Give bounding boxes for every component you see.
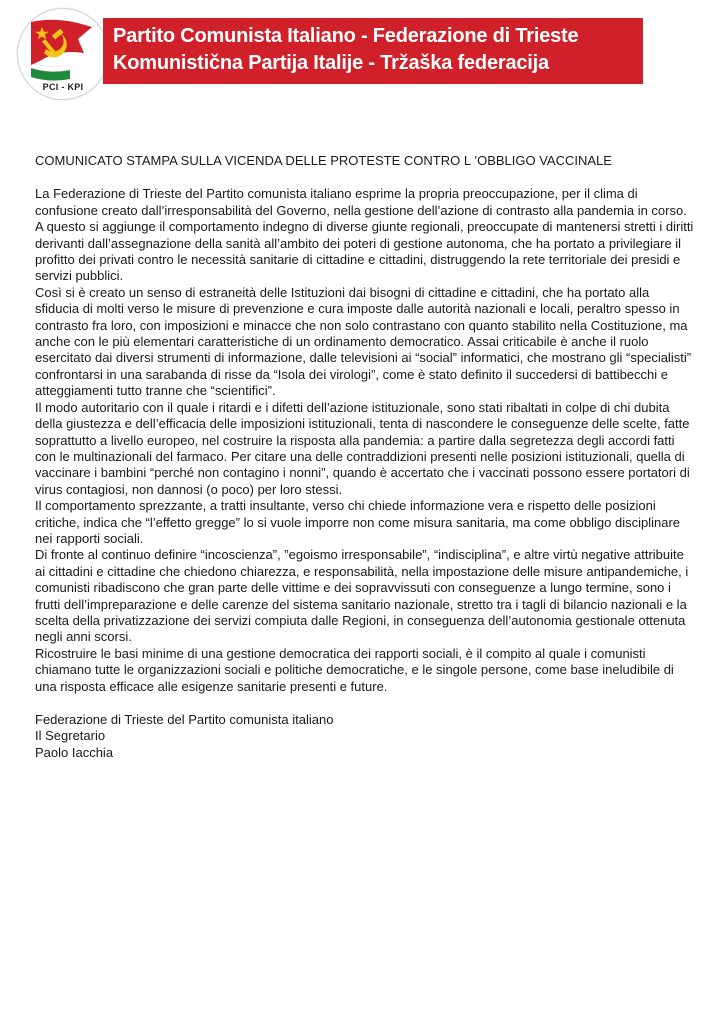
paragraph: La Federazione di Trieste del Partito comunista italiano esprime la propria preoccupazione, per il clima di confusione creato dall’irresponsabilità del Governo, nella gestione dell’azione di contrasto alla pandemia in corso. A questo si aggiunge il comportamento indegno di diverse giunte regionali, preoccupate di mantenersi stretti i diritti derivanti dall’assegnazione della sanità all’ambito dei poteri di gestione autonoma, che ha portato a privilegiare il profitto dei privati contro le necessità sanitarie di cittadine e cittadini, distruggendo la rete territoriale dei presidi e servizi pubblici. <box>35 186 694 284</box>
logo-label: PCI - KPI <box>42 82 84 92</box>
signature-block <box>35 712 695 761</box>
press-release-body <box>35 153 695 761</box>
header-banner <box>103 18 643 84</box>
signature-role: Il Segretario <box>35 728 106 744</box>
paragraph: Ricostruire le basi minime di una gestione democratica dei rapporti sociali, è il compito al quale i comunisti chiamano tutte le organizzazioni sociali e politiche democratiche, e le singole persone, come base ineludibile di una risposta efficace alle esigenze sanitarie presenti e future. <box>35 645 674 694</box>
party-name-slovenian: Komunistična Partija Italije - Tržaška federacija <box>113 52 549 74</box>
paragraph: Così si è creato un senso di estraneità delle Istituzioni dai bisogni di cittadine e cittadini, che ha portato alla sfiducia di molti verso le misure di prevenzione e cura imposte dalle autorità nazionali e locali, peraltro spesso in contrasto fra loro, con imposizioni e minacce che non solo contrastano con quanto stabilito nella Costituzione, ma anche con le più elementari caratteristiche di un ordinamento democratico. Assai criticabile è anche il ruolo esercitato dai diversi strumenti di informazione, dalle televisioni ai “social” informatici, che mostrano gli “specialisti” confrontarsi in una sarabanda di risse da “Isola dei virologi”, come è stato definito il succedersi di battibecchi e atteggiamenti tutto tranne che “scientifici”. <box>35 284 692 399</box>
paragraph: Di fronte al continuo definire “incoscienza”, ”egoismo irresponsabile”, “indisciplina”, e altre virtù negative attribuite ai cittadini e cittadine che chiedono chiarezza, e responsabilità, nella impostazione delle misure antipandemiche, i comunisti ribadiscono che gran parte delle vittime e dei sopravvissuti con conseguenze a lungo termine, sono i frutti dell’impreparazione e delle carenze del sistema sanitario nazionale, stretto tra i tagli di bilancio nazionali e la scelta della privatizzazione dei servizi compiuta dalle Regioni, in conseguenza dell’autonomia gestionale ottenuta negli anni scorsi. <box>35 547 689 645</box>
press-release-title: COMUNICATO STAMPA SULLA VICENDA DELLE PROTESTE CONTRO L ’OBBLIGO VACCINALE <box>35 153 612 168</box>
signature-org: Federazione di Trieste del Partito comunista italiano <box>35 712 334 727</box>
party-name-italian: Partito Comunista Italiano - Federazione di Trieste <box>113 25 579 47</box>
party-logo <box>17 8 109 100</box>
paragraph: Il modo autoritario con il quale i ritardi e i difetti dell’azione istituzionale, sono stati ribaltati in colpe di chi dubita della giustezza e dell’efficacia delle imposizioni istituzionali, tenta di nascondere le conseguenze delle scelte, fatte soprattutto a livello europeo, nel costruire la risposta alla pandemia: a partire dalla segretezza degli accordi fatti con le multinazionali del farmaco. Per citare una delle contraddizioni presenti nelle posizioni istituzionali, quella di vaccinare i bambini “perché non contagino i nonni”, quando è accertato che i vaccinati possono essere portatori di virus contagiosi, non dannosi (o poco) per loro stessi. <box>35 399 690 497</box>
paragraph: Il comportamento sprezzante, a tratti insultante, verso chi chiede informazione vera e rispetto delle posizioni critiche, indica che “l’effetto gregge” lo si vuole imporre non come misura sanitaria, ma come obbligo disciplinare nei rapporti sociali. <box>35 498 681 546</box>
signature-name: Paolo Iacchia <box>35 744 114 760</box>
